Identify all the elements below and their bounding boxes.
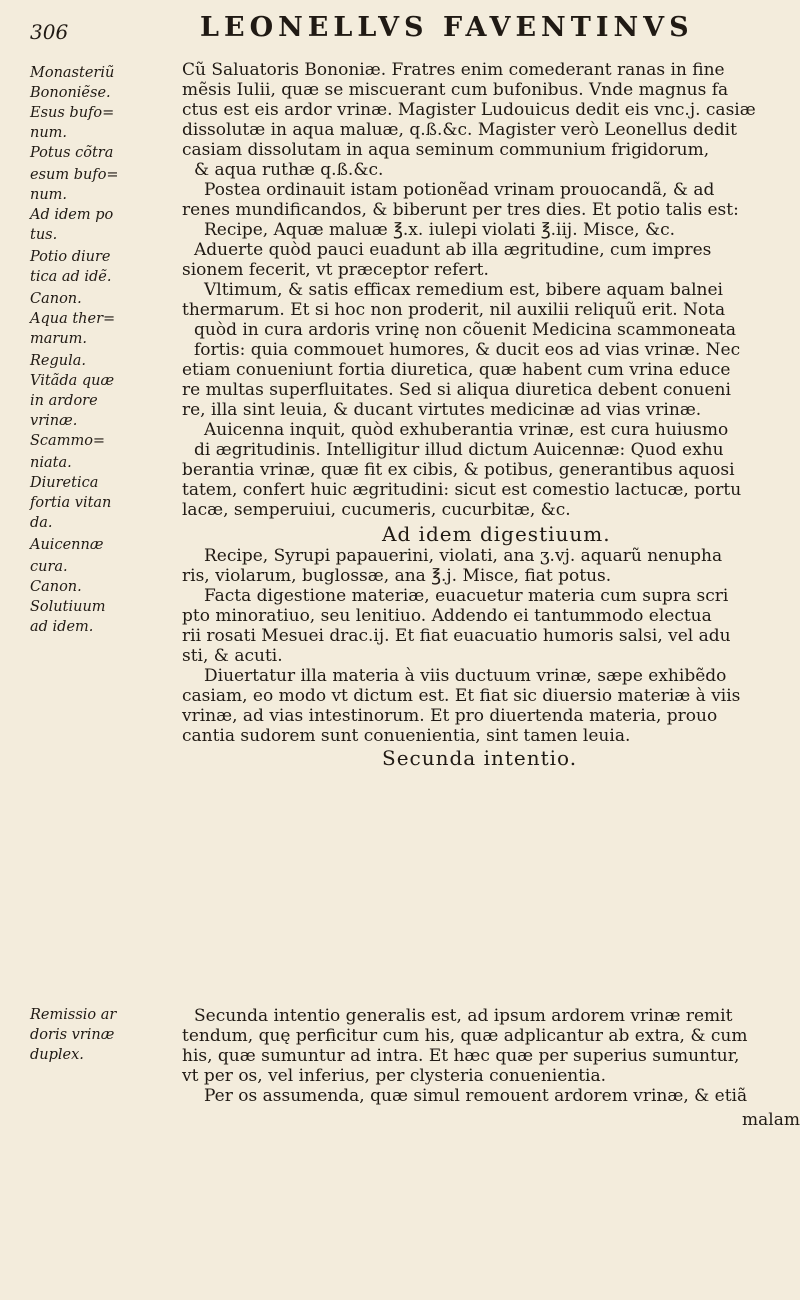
text-line: mẽsis Iulii, quæ se miscuerant cum bufonibus. Vnde magnus fa (182, 80, 729, 100)
margin-note: tus. (30, 227, 58, 243)
running-head: LEONELLVS FAVENTINVS (200, 12, 694, 43)
margin-note: Bononiẽse. (30, 85, 111, 101)
text-line: sionem fecerit, vt præceptor refert. (182, 260, 489, 280)
margin-note: Potio diure (30, 249, 111, 265)
margin-note: Aqua ther= (30, 311, 116, 327)
margin-note: tica ad idẽ. (30, 269, 112, 285)
margin-note: Auicennæ (30, 537, 104, 553)
text-line: dissolutæ in aqua maluæ, q.ß.&c. Magister verò Leonellus dedit (182, 120, 737, 140)
text-line: ctus est eis ardor vrinæ. Magister Ludouicus dedit eis vnc.j. casiæ (182, 100, 756, 120)
body-text (182, 0, 800, 1300)
text-line: Recipe, Syrupi papauerini, violati, ana ʒ.vj. aquarũ nenupha (204, 546, 723, 566)
text-line: re multas superfluitates. Sed si aliqua diuretica debent conueni (182, 380, 731, 400)
margin-note: vrinæ. (30, 413, 78, 429)
margin-note: Ad idem po (30, 207, 114, 223)
margin-note: niata. (30, 455, 72, 471)
margin-note: fortia vitan (30, 495, 112, 511)
page-number: 306 (30, 20, 69, 44)
text-line: berantia vrinæ, quæ fit ex cibis, & potibus, generantibus aquosi (182, 460, 735, 480)
text-line: Auicenna inquit, quòd exhuberantia vrinæ, est cura huiusmo (204, 420, 729, 440)
margin-note: Esus bufo= (30, 105, 115, 121)
text-line: Aduerte quòd pauci euadunt ab illa ægritudine, cum impres (194, 240, 712, 260)
margin-note: ad idem. (30, 619, 94, 635)
text-line: Per os assumenda, quæ simul remouent ardorem vrinæ, & etiã (204, 1086, 748, 1106)
text-line: renes mundificandos, & biberunt per tres dies. Et potio talis est: (182, 200, 739, 220)
text-line: Secunda intentio generalis est, ad ipsum ardorem vrinæ remit (194, 1006, 733, 1026)
margin-note: Vitãda quæ (30, 373, 115, 389)
text-line: tendum, quę perficitur cum his, quæ adplicantur ab extra, & cum (182, 1026, 748, 1046)
margin-notes (30, 0, 180, 1300)
text-line: casiam, eo modo vt dictum est. Et fiat sic diuersio materiæ à viis (182, 686, 741, 706)
text-line: Diuertatur illa materia à viis ductuum vrinæ, sæpe exhibẽdo (204, 666, 727, 686)
margin-note: Regula. (30, 353, 87, 369)
text-line: vt per os, vel inferius, per clysteria conuenientia. (182, 1066, 607, 1086)
margin-note: cura. (30, 559, 68, 575)
margin-note: Canon. (30, 579, 82, 595)
text-line: fortis: quia commouet humores, & ducit eos ad vias vrinæ. Nec (194, 340, 741, 360)
margin-note: in ardore (30, 393, 98, 409)
text-line: Vltimum, & satis efficax remedium est, bibere aquam balnei (204, 280, 723, 300)
margin-note: Canon. (30, 291, 82, 307)
heading-secunda-intentio: Secunda intentio. (382, 746, 578, 770)
margin-note: esum bufo= (30, 167, 119, 183)
margin-note: Scammo= (30, 433, 106, 449)
text-line: vrinæ, ad vias intestinorum. Et pro diuertenda materia, prouo (182, 706, 718, 726)
text-line: pto minoratiuo, seu lenitiuo. Addendo ei tantummodo electua (182, 606, 712, 626)
text-line: ris, violarum, buglossæ, ana ℥.j. Misce, fiat potus. (182, 566, 612, 586)
margin-note: doris vrinæ (30, 1027, 115, 1043)
margin-note: num. (30, 125, 68, 141)
margin-note: duplex. (30, 1047, 84, 1063)
text-line: rii rosati Mesuei drac.ij. Et fiat euacuatio humoris salsi, vel adu (182, 626, 731, 646)
text-line: di ægritudinis. Intelligitur illud dictum Auicennæ: Quod exhu (194, 440, 724, 460)
margin-note: num. (30, 187, 68, 203)
text-line: cantia sudorem sunt conuenientia, sint tamen leuia. (182, 726, 631, 746)
text-line: thermarum. Et si hoc non proderit, nil auxilii reliquũ erit. Nota (182, 300, 726, 320)
heading-ad-idem-digestiuum: Ad idem digestiuum. (382, 522, 611, 546)
text-line: etiam conueniunt fortia diuretica, quæ habent cum vrina educe (182, 360, 731, 380)
text-line: Cũ Saluatoris Bononiæ. Fratres enim comederant ranas in fine (182, 60, 725, 80)
text-line: Postea ordinauit istam potionẽad vrinam prouocandã, & ad (204, 180, 715, 200)
margin-note: da. (30, 515, 53, 531)
text-line: lacæ, semperuiui, cucumeris, cucurbitæ, &c. (182, 500, 571, 520)
margin-note: Diuretica (30, 475, 99, 491)
text-line: sti, & acuti. (182, 646, 283, 666)
margin-note: marum. (30, 331, 88, 347)
text-line: casiam dissolutam in aqua seminum communium frigidorum, (182, 140, 710, 160)
margin-note: Remissio ar (30, 1007, 117, 1023)
text-line: his, quæ sumuntur ad intra. Et hæc quæ per superius sumuntur, (182, 1046, 740, 1066)
catchword: malam (742, 1110, 800, 1130)
text-line: quòd in cura ardoris vrinę non cõuenit Medicina scammoneata (194, 320, 737, 340)
text-line: & aqua ruthæ q.ß.&c. (194, 160, 384, 180)
margin-note: Solutiuum (30, 599, 106, 615)
text-line: Facta digestione materiæ, euacuetur materia cum supra scri (204, 586, 729, 606)
margin-note: Potus cõtra (30, 145, 114, 161)
text-line: Recipe, Aquæ maluæ ℥.x. iulepi violati ℥.iij. Misce, &c. (204, 220, 676, 240)
text-line: re, illa sint leuia, & ducant virtutes medicinæ ad vias vrinæ. (182, 400, 702, 420)
text-line: tatem, confert huic ægritudini: sicut est comestio lactucæ, portu (182, 480, 742, 500)
margin-note: Monasteriũ (30, 65, 115, 81)
